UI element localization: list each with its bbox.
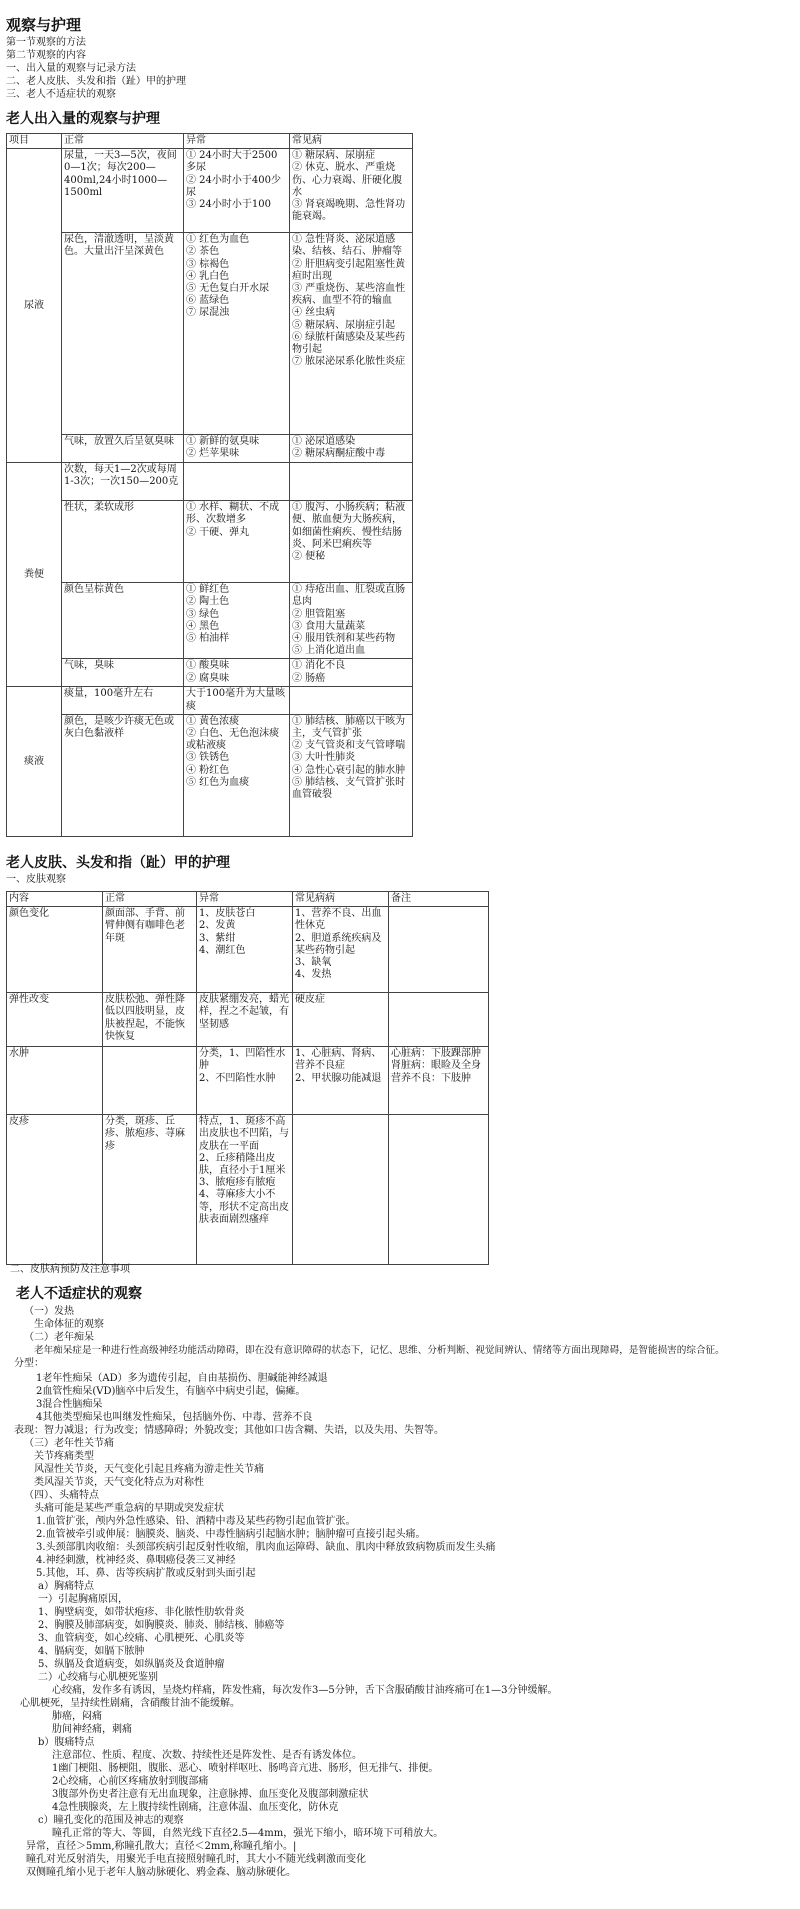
disease-cell xyxy=(290,583,413,659)
item-cell: 弹性改变 xyxy=(7,993,103,1047)
disease-cell xyxy=(290,463,413,501)
table-row xyxy=(7,993,489,1047)
disease-cell xyxy=(290,714,413,836)
note-item: 肾脏病：眼睑及全身 xyxy=(391,1060,481,1072)
abnormal-cell xyxy=(197,907,293,993)
text-line: 4、膈病变，如膈下脓肿 xyxy=(38,1646,145,1657)
normal-cell: 分类，斑疹、丘疹、脓疱疹、荨麻疹 xyxy=(103,1115,197,1265)
text-line: 老年痴呆症是一种进行性高级神经功能活动障碍，即在没有意识障碍的状态下，记忆、思维、分析判断、视觉间辨认、情绪等方面出现障碍，是智能损害的综合征。 xyxy=(34,1345,725,1356)
text-line: 3.头颈部肌肉收缩：头颈部疾病引起反射性收缩，肌肉血运障碍、缺血、肌肉中释放致病物质而发生头痛 xyxy=(36,1542,496,1553)
disease-item: ⑤ 糖尿病、尿崩症引起 xyxy=(292,319,396,331)
normal-cell: 尿量，一天3—5次，夜间0—1次；每次200—400ml,24小时1000—1500ml xyxy=(62,149,184,233)
text-line: 表现：智力减退；行为改变；情感障碍；外貌改变；其他如口齿含糊、失语，以及失用、失智等。 xyxy=(14,1425,444,1436)
note-cell xyxy=(389,907,489,993)
disease-item: ① 泌尿道感染 xyxy=(292,436,356,448)
table-row xyxy=(7,501,413,583)
abnormal-cell xyxy=(184,687,290,714)
text-line: 1.血管扩张，颅内外急性感染、铅、酒精中毒及某些药物引起血管扩张。 xyxy=(36,1516,356,1527)
abnormal-item: 分类，1、凹陷性水肿 xyxy=(199,1048,286,1072)
abnormal-item: ⑤ 无色复白开水尿 xyxy=(186,283,270,295)
disease-item: ① 腹泻、小肠疾病；粘液便、脓血便为大肠疾病，如细菌性痢疾、慢性结肠炎、阿米巴痢疾等 xyxy=(292,502,406,550)
abnormal-item: ② 腐臭味 xyxy=(186,672,230,684)
disease-cell xyxy=(290,687,413,714)
abnormal-item: 3、脓疱疹有脓疱 xyxy=(199,1177,276,1189)
disease-item: ③ 严重烧伤、某些溶血性疾病、血型不符的输血 xyxy=(292,283,406,307)
disease-item: ② 休克、脱水、严重烧伤、心力衰竭、肝硬化腹水 xyxy=(292,162,402,198)
abnormal-item: ⑤ 柏油样 xyxy=(186,633,230,645)
disease-item: ② 支气管炎和支气管哮喘 xyxy=(292,740,406,752)
header-cell: 内容 xyxy=(7,892,103,907)
abnormal-item: 特点，1、斑疹不高出皮肤也不凹陷，与皮肤在一平面 xyxy=(199,1116,289,1152)
abnormal-cell xyxy=(184,463,290,501)
abnormal-item: ③ 铁锈色 xyxy=(186,752,230,764)
disease-item: ① 痔疮出血、肛裂或直肠息肉 xyxy=(292,584,406,608)
abnormal-item: 4、荨麻疹大小不等，形状不定高出皮肤表面剧烈瘙痒 xyxy=(199,1189,289,1225)
note-cell xyxy=(389,1047,489,1115)
abnormal-item: ① 新鲜的氨臭味 xyxy=(186,436,260,448)
abnormal-cell xyxy=(184,435,290,463)
text-line: 风湿性关节炎，天气变化引起且疼痛为游走性关节痛 xyxy=(34,1464,264,1475)
section-heading-intake-output: 老人出入量的观察与护理 xyxy=(6,111,160,127)
disease-cell xyxy=(290,659,413,687)
page-title: 观察与护理 xyxy=(6,16,82,34)
table-row xyxy=(7,435,413,463)
table-row xyxy=(7,1115,489,1265)
text-line: 肺癌，闷痛 xyxy=(52,1711,102,1722)
text-line: 头痛可能是某些严重急病的早期或突发症状 xyxy=(34,1503,224,1514)
text-line: 一）引起胸痛原因， xyxy=(38,1594,128,1605)
disease-item: ④ 丝虫病 xyxy=(292,307,336,319)
text-line: 瞳孔对光反射消失，用聚光手电直接照射瞳孔时，其大小不随光线刺激而变化 xyxy=(26,1854,366,1865)
text-line: 瞳孔正常的等大、等圆，自然光线下直径2.5—4mm，强光下缩小，暗环境下可稍放大。 xyxy=(52,1828,444,1839)
abnormal-item: ⑦ 尿混浊 xyxy=(186,307,230,319)
abnormal-cell xyxy=(184,714,290,836)
disease-item: ③ 食用大量蔬菜 xyxy=(292,620,366,632)
disease-item: 1、心脏病、肾病、营养不良症 xyxy=(295,1048,382,1072)
note-cell xyxy=(389,1115,489,1265)
toc-item: 一、出入量的观察与记录方法 xyxy=(6,63,136,74)
item-cell-feces: 粪便 xyxy=(7,463,62,687)
section-heading-skin: 老人皮肤、头发和指（趾）甲的护理 xyxy=(6,855,230,871)
header-cell: 正常 xyxy=(103,892,197,907)
disease-item: ② 肠癌 xyxy=(292,672,326,684)
normal-cell: 颜色呈棕黄色 xyxy=(62,583,184,659)
skin-prevention-line: 二、皮肤病预防及注意事项 xyxy=(10,1264,130,1275)
intake-output-table xyxy=(6,133,413,837)
table-row xyxy=(7,233,413,435)
normal-cell: 颜面部、手背、前臂伸侧有咖啡色老年斑 xyxy=(103,907,197,993)
note-item: 营养不良：下肢肿 xyxy=(391,1072,471,1084)
text-line: 1、胸壁病变，如带状疱疹、非化脓性肋软骨炎 xyxy=(38,1607,245,1618)
normal-cell: 皮肤松弛、弹性降低以四肢明显，皮肤被捏起，不能恢快恢复 xyxy=(103,993,197,1047)
disease-item: ④ 急性心衰引起的肺水肿 xyxy=(292,764,406,776)
toc-item: 第一节观察的方法 xyxy=(6,37,86,48)
abnormal-cell xyxy=(184,659,290,687)
abnormal-item: ① 红色为血色 xyxy=(186,234,250,246)
toc-item: 第二节观察的内容 xyxy=(6,50,86,61)
disease-item: 1、营养不良、出血性休克 xyxy=(295,908,382,932)
text-line: 3、血管病变，如心绞痛、心肌梗死、心肌炎等 xyxy=(38,1633,245,1644)
normal-cell xyxy=(103,1047,197,1115)
text-line: 4其他类型痴呆也叫继发性痴呆，包括脑外伤、中毒、营养不良 xyxy=(36,1412,313,1423)
abnormal-item: ② 白色、无色泡沫痰或粘液痰 xyxy=(186,728,280,752)
abnormal-cell xyxy=(184,233,290,435)
disease-item: ② 胆管阻塞 xyxy=(292,608,346,620)
header-cell: 异常 xyxy=(197,892,293,907)
text-line: 生命体征的观察 xyxy=(34,1319,104,1330)
disease-cell xyxy=(290,435,413,463)
disease-item: ① 糖尿病、尿崩症 xyxy=(292,150,376,162)
disease-item: 2、甲状腺功能减退 xyxy=(295,1072,382,1084)
abnormal-item: 皮肤紧绷发亮，蜡光样，捏之不起皱，有坚韧感 xyxy=(199,994,289,1030)
abnormal-item: ③ 24小时小于100 xyxy=(186,199,271,211)
text-line: 2.血管被牵引或伸展：脑膜炎、脑炎、中毒性脑病引起脑水肿；脑肿瘤可直接引起头痛。 xyxy=(36,1529,426,1540)
disease-cell xyxy=(293,993,389,1047)
disease-item: ① 肺结核、肺癌以干咳为主，支气管扩张 xyxy=(292,715,406,740)
text-line: 关节疼痛类型 xyxy=(34,1451,94,1462)
normal-cell: 颜色，是咳少许痰无色或灰白色黏液样 xyxy=(62,714,184,836)
disease-cell xyxy=(290,501,413,583)
abnormal-cell xyxy=(184,501,290,583)
abnormal-cell xyxy=(184,149,290,233)
item-cell: 水肿 xyxy=(7,1047,103,1115)
text-line: 2心绞痛，心前区疼痛放射到腹部痛 xyxy=(52,1776,209,1787)
text-line: （一）发热 xyxy=(24,1306,74,1317)
table-row xyxy=(7,659,413,687)
disease-item: 硬皮症 xyxy=(295,994,325,1006)
disease-cell xyxy=(290,233,413,435)
text-line: （三）老年性关节痛 xyxy=(24,1438,114,1449)
text-line: 肋间神经痛，刺痛 xyxy=(52,1724,132,1735)
abnormal-item: ⑥ 蓝绿色 xyxy=(186,295,230,307)
section-heading-symptoms: 老人不适症状的观察 xyxy=(16,1286,142,1302)
disease-item: ② 肝胆病变引起阻塞性黄疸时出现 xyxy=(292,258,406,282)
header-cell: 正常 xyxy=(62,134,184,149)
disease-item: ⑦ 脓尿泌尿系化脓性炎症 xyxy=(292,356,406,368)
normal-cell: 痰量，100毫升左右 xyxy=(62,687,184,714)
normal-cell: 次数，每天1—2次或每周1-3次；一次150—200克 xyxy=(62,463,184,501)
abnormal-item: ① 鲜红色 xyxy=(186,584,230,596)
text-line: 4急性胰腺炎，左上腹持续性剧痛，注意体温、血压变化，防休克 xyxy=(52,1802,339,1813)
abnormal-item: ② 茶色 xyxy=(186,246,220,258)
table-row xyxy=(7,687,413,714)
skin-observation-table xyxy=(6,891,489,1265)
disease-item: ② 糖尿病酮症酸中毒 xyxy=(292,448,386,460)
note-cell xyxy=(389,993,489,1047)
normal-cell: 尿色，清澈透明，呈淡黄色。大量出汗呈深黄色 xyxy=(62,233,184,435)
abnormal-cell xyxy=(184,583,290,659)
text-line: 二）心绞痛与心肌梗死鉴别 xyxy=(38,1672,158,1683)
abnormal-cell xyxy=(197,1115,293,1265)
disease-cell xyxy=(290,149,413,233)
text-line: 5.其他，耳、鼻、齿等疾病扩散或反射到头面引起 xyxy=(36,1568,256,1579)
abnormal-item: ③ 棕褐色 xyxy=(186,258,230,270)
disease-item: ⑤ 肺结核、支气管扩张时血管破裂 xyxy=(292,776,406,801)
abnormal-item: ① 24小时大于2500多尿 xyxy=(186,150,278,174)
text-line: a）胸痛特点 xyxy=(38,1581,94,1592)
header-cell: 备注 xyxy=(389,892,489,907)
text-line: 2、胸膜及肺部病变，如胸膜炎、肺炎、肺结核、肺癌等 xyxy=(38,1620,285,1631)
abnormal-cell xyxy=(197,1047,293,1115)
abnormal-item: ① 酸臭味 xyxy=(186,660,230,672)
table-row xyxy=(7,149,413,233)
abnormal-item: 4、潮红色 xyxy=(199,944,246,956)
toc-item: 二、老人皮肤、头发和指（趾）甲的护理 xyxy=(6,76,186,87)
abnormal-item: ④ 黑色 xyxy=(186,620,220,632)
disease-item: ② 便秘 xyxy=(292,551,326,563)
header-cell: 常见病病 xyxy=(293,892,389,907)
text-line: （二）老年痴呆 xyxy=(24,1332,94,1343)
text-line: 4.神经刺激，枕神经炎、鼻咽癌侵袭三叉神经 xyxy=(36,1555,236,1566)
normal-cell: 气味，臭味 xyxy=(62,659,184,687)
disease-cell xyxy=(293,907,389,993)
item-cell: 皮疹 xyxy=(7,1115,103,1265)
abnormal-item: ① 黄色浓痰 xyxy=(186,715,240,727)
item-cell-urine: 尿液 xyxy=(7,149,62,463)
text-line: 类风湿关节炎，天气变化特点为对称性 xyxy=(34,1477,204,1488)
text-line: c）瞳孔变化的范围及神志的观察 xyxy=(38,1815,184,1826)
toc-item: 三、老人不适症状的观察 xyxy=(6,89,116,100)
text-line: 1老年性痴呆（AD）多为遗传引起，自由基损伤、胆碱能神经减退 xyxy=(36,1373,328,1384)
text-line: 2血管性痴呆(VD)脑卒中后发生，有脑卒中病史引起，偏瘫。 xyxy=(36,1386,306,1397)
normal-cell: 性状，柔软成形 xyxy=(62,501,184,583)
table-row xyxy=(7,1047,489,1115)
abnormal-item: 2、发黄 xyxy=(199,920,236,932)
text-line: 心肌梗死，呈持续性剧痛，含硝酸甘油不能缓解。 xyxy=(20,1698,240,1709)
abnormal-item: 3、紫绀 xyxy=(199,932,236,944)
item-cell-sputum: 痰液 xyxy=(7,687,62,836)
note-item: 心脏病：下肢踝部肿 xyxy=(391,1048,481,1060)
text-line: b）腹痛特点 xyxy=(38,1737,95,1748)
abnormal-cell xyxy=(197,993,293,1047)
header-cell: 项目 xyxy=(7,134,62,149)
disease-item: ⑥ 绿脓杆菌感染及某些药物引起 xyxy=(292,331,406,356)
disease-item: ③ 肾衰竭晚期、急性肾功能衰竭。 xyxy=(292,199,406,223)
abnormal-item: 大于100毫升为大量咳痰 xyxy=(186,688,286,712)
text-line: 异常，直径＞5mm,称瞳孔散大；直径＜2mm,称瞳孔缩小。| xyxy=(26,1841,297,1852)
abnormal-item: ② 陶土色 xyxy=(186,596,230,608)
disease-item: ① 消化不良 xyxy=(292,660,346,672)
table-row xyxy=(7,907,489,993)
abnormal-item: ② 烂苹果味 xyxy=(186,448,240,460)
disease-item: ③ 大叶性肺炎 xyxy=(292,752,356,764)
abnormal-item: ④ 乳白色 xyxy=(186,270,230,282)
text-line: 分型： xyxy=(14,1358,44,1369)
abnormal-item: 1、皮肤苍白 xyxy=(199,908,256,920)
table-row xyxy=(7,714,413,836)
header-cell: 异常 xyxy=(184,134,290,149)
disease-item: ④ 服用铁剂和某些药物 xyxy=(292,633,396,645)
text-line: 1幽门梗阻、肠梗阻，腹胀、恶心、喷射样呕吐、肠鸣音亢进、肠形，但无排气、排便。 xyxy=(52,1763,439,1774)
header-cell: 常见病 xyxy=(290,134,413,149)
abnormal-item: ⑤ 红色为血痰 xyxy=(186,776,250,788)
abnormal-item: ② 24小时小于400少尿 xyxy=(186,174,281,198)
abnormal-item: 2、不凹陷性水肿 xyxy=(199,1072,276,1084)
abnormal-item: ② 干硬、弹丸 xyxy=(186,526,250,538)
disease-item: 4、发热 xyxy=(295,969,332,981)
text-line: 注意部位、性质、程度、次数、持续性还是阵发性、是否有诱发体位。 xyxy=(52,1750,362,1761)
disease-cell xyxy=(293,1047,389,1115)
text-line: 5、纵膈及食道病变，如纵膈炎及食道肿瘤 xyxy=(38,1659,225,1670)
abnormal-item: ① 水样、糊状、不成形、次数增多 xyxy=(186,502,280,526)
table-header-row xyxy=(7,892,489,907)
table-header-row xyxy=(7,134,413,149)
table-row xyxy=(7,583,413,659)
text-line: 双侧瞳孔缩小见于老年人脑动脉硬化、鸦金森、脑动脉硬化。 xyxy=(26,1867,296,1878)
text-line: 心绞痛，发作多有诱因，呈烧灼样痛，阵发性痛，每次发作3—5分钟，舌下含服硝酸甘油疼痛可在1—3分钟缓解。 xyxy=(52,1685,558,1696)
abnormal-item: 2、丘疹稍隆出皮肤，直径小于1厘米 xyxy=(199,1152,286,1177)
text-line: （四）、头痛特点 xyxy=(24,1490,99,1501)
disease-item: ① 急性肾炎、泌尿道感染、结核、结石、肿瘤等 xyxy=(292,234,402,258)
table-row xyxy=(7,463,413,501)
disease-item: 2、胆道系统疾病及某些药物引起 xyxy=(295,932,382,956)
disease-item: ⑤ 上消化道出血 xyxy=(292,645,366,657)
text-line: 3混合性脑痴呆 xyxy=(36,1399,103,1410)
normal-cell: 气味，放置久后呈氨臭味 xyxy=(62,435,184,463)
subheading-skin-observation: 一、皮肤观察 xyxy=(6,874,66,885)
text-line: 3腹部外伤史者注意有无出血现象，注意脉搏、血压变化及腹部刺激症状 xyxy=(52,1789,369,1800)
abnormal-item: ④ 粉红色 xyxy=(186,764,230,776)
disease-item: 3、缺氧 xyxy=(295,957,332,969)
disease-cell xyxy=(293,1115,389,1265)
abnormal-item: ③ 绿色 xyxy=(186,608,220,620)
item-cell: 颜色变化 xyxy=(7,907,103,993)
